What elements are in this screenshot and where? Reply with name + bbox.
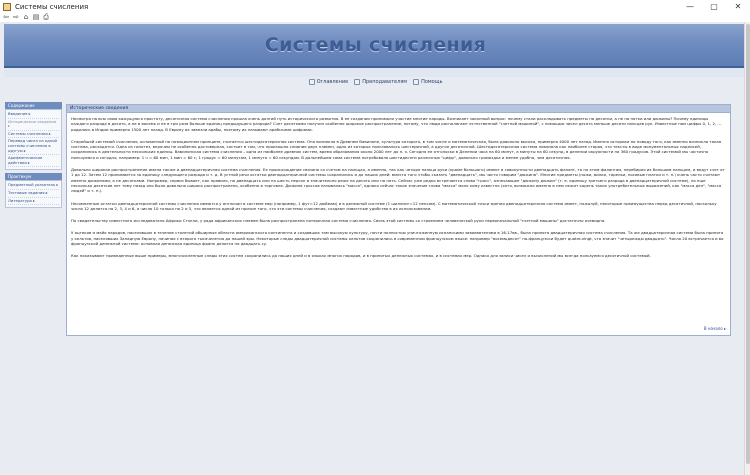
paragraph: Как показывают приведенные выше примеры, многочисленные следы этих систем сохранились до наших дней и в языках многих народов, и в принятых денежных системах, и в системах мер. Однако для записи чисел и вычислений мы всегда пользуемся десятичной системой. <box>71 253 651 259</box>
print-icon[interactable]: ⎙ <box>43 13 49 21</box>
app-icon <box>3 3 11 11</box>
home-icon[interactable]: ⌂ <box>23 13 29 21</box>
nav-teachers-label: Преподавателям <box>362 79 408 85</box>
book-icon <box>309 79 315 85</box>
sidebar-item-tests[interactable]: Тестовые задания ▸ <box>8 190 59 198</box>
section-heading: Исторические сведения <box>67 105 730 113</box>
window-title: Системы счисления <box>15 2 89 11</box>
sidebar-heading-contents: Содержание <box>5 102 62 109</box>
paragraph: Довольно широкое распространение имела также и двенадцатеричная система счисления. Ее происхождение связано со счетом на пальцах, а именно, так как четыре пальца руки (кроме большого) имеют в совокупности двенадцать фаланг, то по этим фалангам, перебирая их большим пальцем, и ведут счет от 1 до 12. Затем 12 принимается за единицу следующего разряда и т. д. В устной речи остатки двенадцатеричной системы сохранились и до наших дней: вместо того чтобы сказать "двенадцать", мы часто говорим "дюжина". Многие предметы (ножи, вилки, тарелки, носовые платки и т. п.) очень часто считают именно дюжинами, а не десятками. Например, сервиз бывает, как правило, на двенадцать или на шесть персон и значительно реже на десять или на пять. Сейчас уже редко встречается слово "гросс", означающее "дюжину дюжин" (т. е. единицу третьего разряда в двенадцатеричной системе), но еще несколько десятков лет тому назад оно было довольно широко распространено, особенно в торговле. Дюжина гроссов называлась "масса", однако сейчас такое значение слова "масса" мало кому известно (хотя, возможно именно в нем лежит корень таких употребительных выражений, как "масса дел", "масса людей" и т. п.). <box>71 167 725 194</box>
help-icon <box>413 79 419 85</box>
sidebar-item-intro[interactable]: Введение ▸ <box>8 111 59 119</box>
nav-help[interactable] <box>413 79 442 85</box>
sidebar-item-systems[interactable]: Системы счисления ▸ <box>8 131 59 139</box>
back-to-top-link[interactable]: В начало ▸ <box>703 326 726 331</box>
sidebar-item-arithmetic[interactable]: Арифметические действия ▸ <box>8 155 59 167</box>
header-strip <box>4 68 747 77</box>
sidebar-box-contents <box>5 109 62 170</box>
nav-contents-label: Оглавление <box>316 79 349 85</box>
document-viewport <box>0 22 750 475</box>
back-icon[interactable]: ⇦ <box>3 13 9 21</box>
nav-teachers[interactable] <box>354 79 407 85</box>
paragraph: Несмотря на всю свою кажущуюся простоту, десятичная система счисления прошла очень долгий путь исторического развития. В ее создании принимали участие многие народы. Возникает законный вопрос: почему стали раскладывать предметы на десятки, а не на пятки или дюжины? Почему единицы каждого разряда в десять, а не в восемь и не в три раза больше единиц предыдущего разряда? Счет десятками получил особенно широкое распространение, потому, что люди располагают естественной "счетной машиной", с помощью чисел десять меньше десяти пальцев рук. Известные нам цифры 0, 1, 2, ... родились в Индии примерно 1500 лет назад. В Европу их завезли арабы, поэтому их называют арабскими цифрами. <box>71 116 722 132</box>
close-button[interactable]: ✕ <box>734 2 742 11</box>
teacher-icon <box>354 79 360 85</box>
forward-icon[interactable]: ⇨ <box>13 13 19 21</box>
sidebar-item-literature[interactable]: Литература ▸ <box>8 198 59 206</box>
content-panel <box>66 104 731 336</box>
paragraph: Старейшей системой счисления, основанной на позиционном принципе, считается шестидесятеричная система. Она возникла в Древнем Вавилоне, культура которого, в том числе и математическая, была довольно высока, примерно 4000 лет назад. Именно историки по поводу того, как именно возникла такая система, расходятся. Одна из гипотез, впрочем не особенно достоверная, состоит в том, что произошло слияние двух племен, одно из которых пользовалось шестеричной, а другое десятичной. Шестидесятеричная система повлияла как наиболее старая, что тексты в виде монументальных надписей, сохранились в деятельности нескольких единиц. Вавилонская система счисления – одна из наиболее древних систем, время образования около 2000 лет до н. э. Сегодня ее отголоски в Делении часа на 60 минут, а минуты на 60 секунд, в делении окружности на 360 градусов. Этой системой мы частично пользуемся и сегодня, например: 1 ч = 60 мин, 1 мин = 60 с; 1 градус = 60 минутам, 1 минута = 60 секундам. В дальнейшем сама система потребовала шестидесяти различных "цифр", довольно громоздка и менее удобна, чем десятичная. <box>71 138 722 160</box>
sidebar-item-conversion[interactable]: Перевод чисел из одной системы счисления в другую ▸ <box>8 138 59 155</box>
paragraph: У ацтеков и майя народов, населявших в течение столетий обширные области американского континента и создавших там высокую культуру, почти полностью уничтоженную испанскими завоевателями в 16-17вв., была принята двадцатеричная система счисления. Та же двадцатеричная система была принята у кельтов, населявших Западную Европу, начиная с второго тысячелетия до нашей эры. Некоторые следы двадцатеричной системы кельтов сохранились в современном французском языке: например "восемьдесят" по-французски будет quatre-vingt, что значит "четырежды двадцать". Число 20 встречается и во французской денежной системе: основная денежная единица франк делится на двадцать су. <box>71 230 724 247</box>
top-nav <box>4 77 747 87</box>
paragraph: Несомненные остатки двенадцатеричной системы счисления имеются у англичан в системе мер (например, 1 фут=12 дюймам) и в денежной системе (1 шиллинг=12 пенсам). С математической точки зрения двенадцатеричная система имеет, пожалуй, некоторые преимущества перед десятичной, поскольку число 12 делится на 2, 3, 4 и 6, а число 10 только на 2 и 5, что является одной из причин того, что эти системы счисления, создают известные удобства в их использовании. <box>71 200 717 211</box>
window-controls <box>678 0 750 13</box>
sidebar-box-practice <box>5 180 62 208</box>
sidebar-item-history[interactable]: Исторические сведения ▸ <box>8 119 59 131</box>
scrollbar-thumb[interactable] <box>746 24 750 464</box>
sidebar <box>5 102 62 208</box>
maximize-button[interactable]: ▢ <box>710 2 718 11</box>
window-titlebar <box>0 0 750 13</box>
paragraph: По свидетельству известного исследователя Африки Стэнли, у ряда африканских племен была распространена пятеричная система счисления. Связь этой системы со строением человеческой руки первоначальной "счетной машины" достаточно очевидна. <box>71 218 606 224</box>
page-title: Системы счисления <box>264 34 487 56</box>
sidebar-heading-practice: Практикум <box>5 173 62 180</box>
nav-help-label: Помощь <box>421 79 443 85</box>
contents-icon[interactable]: ▤ <box>32 13 40 21</box>
vertical-scrollbar[interactable] <box>744 22 750 475</box>
sidebar-item-index[interactable]: Предметный указатель ▸ <box>8 182 59 190</box>
minimize-button[interactable]: — <box>686 2 694 11</box>
header-banner <box>4 24 747 68</box>
content-body <box>67 113 730 268</box>
browser-toolbar <box>0 13 750 22</box>
nav-contents[interactable] <box>309 79 349 85</box>
